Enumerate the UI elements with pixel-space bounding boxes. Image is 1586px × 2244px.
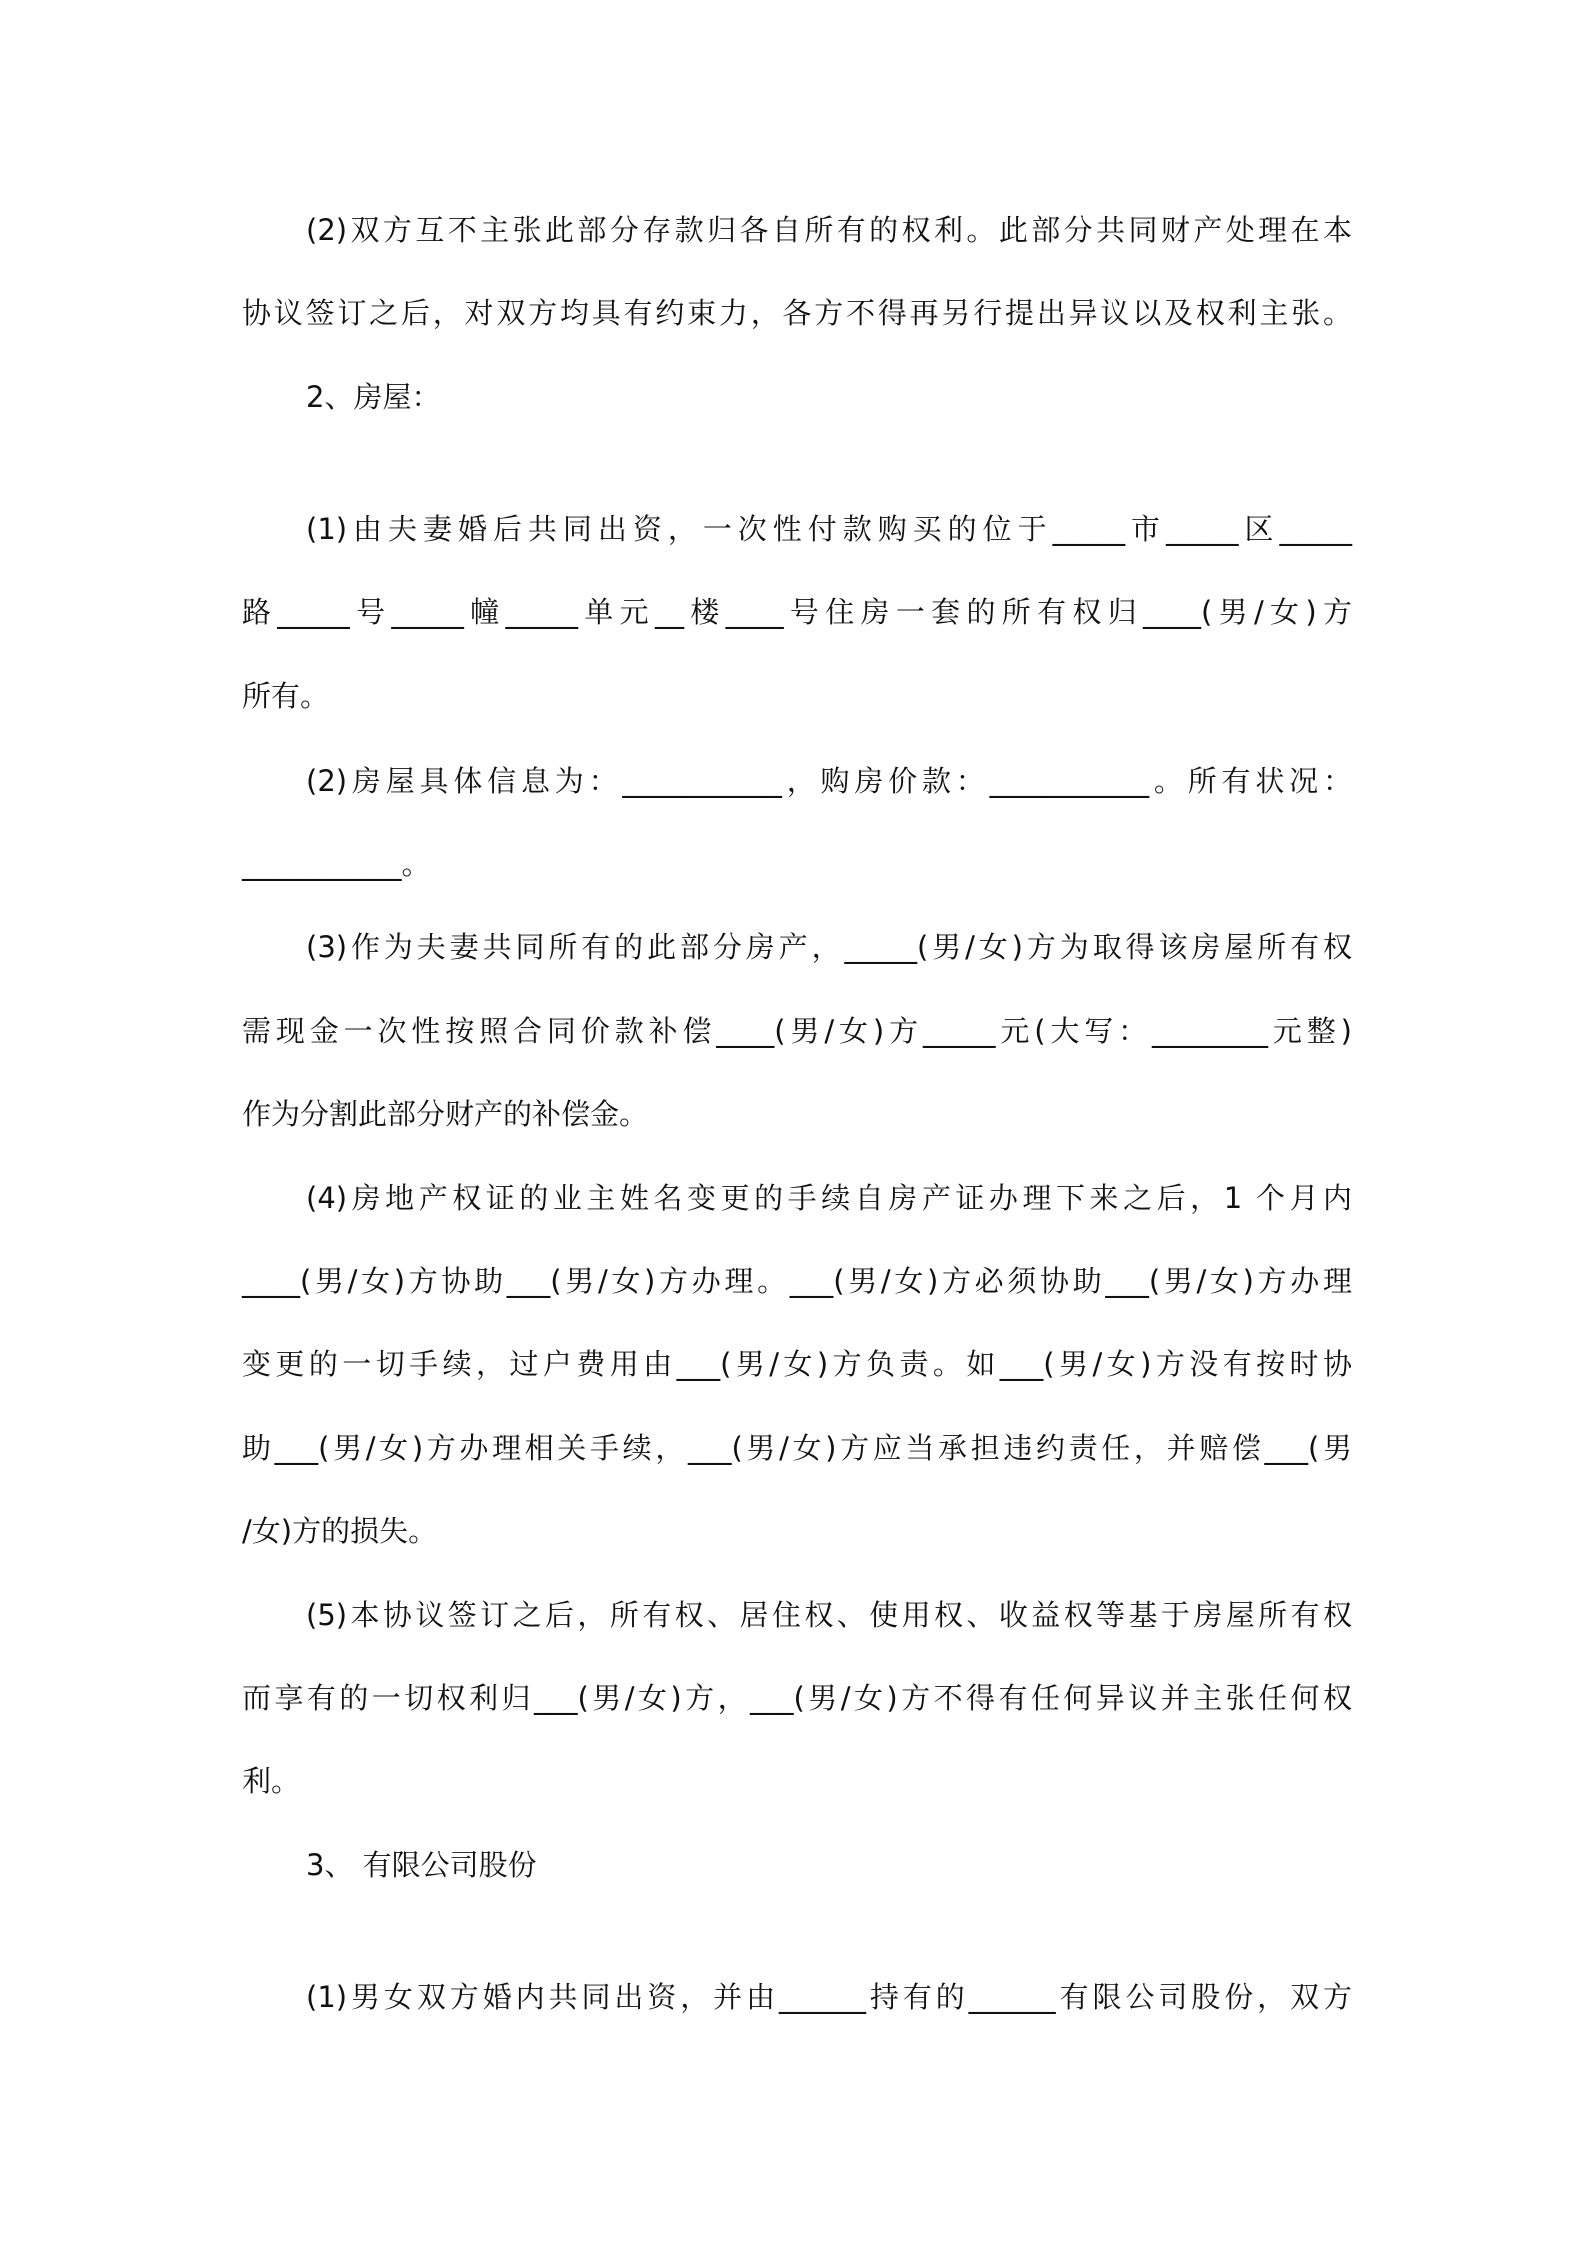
section-heading: 3、 有限公司股份 [306,1848,537,1882]
paragraph-line: /女)方的损失。 [242,1514,438,1548]
paragraph-line: (5)本协议签订之后，所有权、居住权、使用权、收益权等基于房屋所有权 [306,1598,1352,1632]
paragraph-line: ___________。 [242,847,431,881]
paragraph-line: 利。 [242,1764,301,1798]
paragraph-line: (4)房地产权证的业主姓名变更的手续自房产证办理下来之后，1 个月内 [306,1181,1352,1215]
paragraph-line: 助___(男/女)方办理相关手续，___(男/女)方应当承担违约责任，并赔偿___(男 [242,1431,1352,1465]
paragraph-line: (2)双方互不主张此部分存款归各自所有的权利。此部分共同财产处理在本 [306,213,1352,247]
paragraph-line: 路_____号_____幢_____单元__楼____号住房一套的所有权归____(男/女)方 [242,595,1352,629]
paragraph-line: (1)由夫妻婚后共同出资，一次性付款购买的位于_____市_____区_____ [306,512,1352,546]
paragraph-line: ____(男/女)方协助___(男/女)方办理。___(男/女)方必须协助___(男/女)方办理 [242,1264,1352,1298]
section-heading: 2、房屋： [306,380,441,414]
paragraph-line: 需现金一次性按照合同价款补偿____(男/女)方_____元(大写：________元整) [242,1014,1352,1048]
paragraph-line: 协议签订之后，对双方均具有约束力，各方不得再另行提出异议以及权利主张。 [242,296,1352,330]
paragraph-line: (1)男女双方婚内共同出资，并由______持有的______有限公司股份，双方 [306,1980,1352,2014]
paragraph-line: 变更的一切手续，过户费用由___(男/女)方负责。如___(男/女)方没有按时协 [242,1347,1352,1381]
paragraph-line: 作为分割此部分财产的补偿金。 [242,1097,649,1131]
paragraph-line: 所有。 [242,679,330,713]
paragraph-line: (2)房屋具体信息为：___________，购房价款：___________。所有状况： [306,764,1352,798]
paragraph-line: 而享有的一切权利归___(男/女)方，___(男/女)方不得有任何异议并主张任何权 [242,1681,1352,1715]
paragraph-line: (3)作为夫妻共同所有的此部分房产，_____(男/女)方为取得该房屋所有权 [306,930,1352,964]
